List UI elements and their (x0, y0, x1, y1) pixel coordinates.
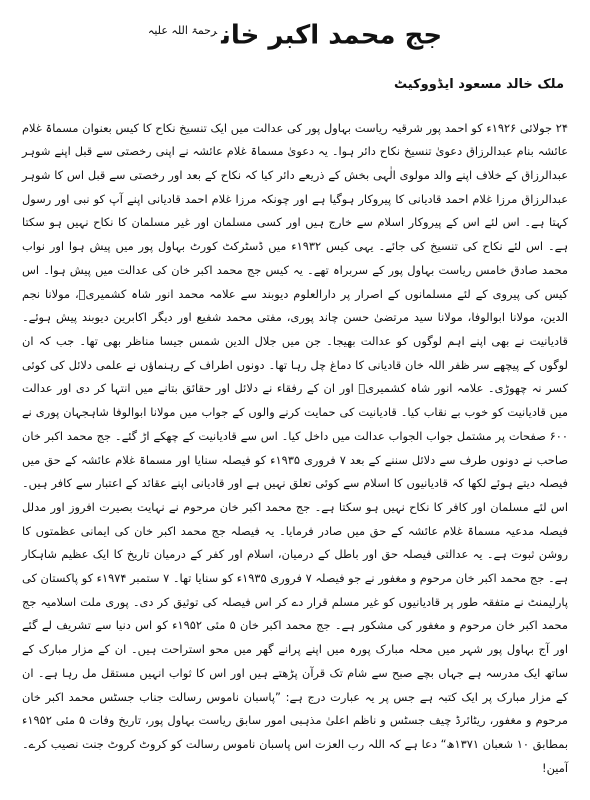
article-body: ۲۴ جولائی ۱۹۲۶ء کو احمد پور شرقیہ ریاست بہاول پور کی عدالت میں ایک تنسیخ نکاح کا کیس بعنوان مسماۃ غلام عائشہ بنام عبدالرزاق دعویٰ تنسیخ نکاح دائر ہوا۔ یہ دعویٰ مسماۃ غلام عائشہ نے اپنی رخصتی سے قبل اپنے شوہر عبدالرزاق کے خلاف اپنے والد مولوی الٰہی بخش کے ذریعے دائر کیا کہ نکاح کے بعد اور رخصتی سے قبل اس کا شوہر عبدالرزاق مرزا غلام احمد قادیانی کا پیروکار ہوگیا ہے اور چونکہ مرزا غلام احمد قادیانی اپنے آپ کو نبی اور رسول کہتا ہے۔ اس لئے اس کے پیروکار اسلام سے خارج ہیں اور کسی مسلمان اور غیر مسلمان کا نکاح نہیں ہو سکتا ہے۔ اس لئے نکاح کی تنسیخ کی جائے۔ یہی کیس ۱۹۳۲ء میں ڈسٹرکٹ کورٹ بہاول پور میں پیش ہوا اور نواب محمد صادق خامس ریاست بہاول پور کے سربراہ تھے۔ یہ کیس جج محمد اکبر خان کی عدالت میں پیش ہوا۔ اس کیس کی پیروی کے لئے مسلمانوں کے اصرار پر دارالعلوم دیوبند سے علامہ محمد انور شاہ کشمیریؒ، مولانا نجم الدین، مولانا ابوالوفا، مولانا سید مرتضیٰ حسن چاند پوری، مفتی محمد شفیع اور دیگر اکابرین دیوبند پیش ہوئے۔ قادیانیت نے بھی اپنے اہم لوگوں کو عدالت بھیجا۔ جن میں جلال الدین شمس جیسا مناظر بھی تھا۔ جب کہ ان لوگوں کے پیچھے سر ظفر اللہ خان قادیانی کا دماغ چل رہا تھا۔ دونوں اطراف کے رہنماؤں نے علمی دلائل کی کوئی کسر نہ چھوڑی۔ علامہ انور شاہ کشمیریؒ اور ان کے رفقاء نے دلائل اور حقائق بتانے میں انتہا کر دی اور عدالت میں قادیانیت کو خوب بے نقاب کیا۔ قادیانیت کی حمایت کرنے والوں کے جواب میں مولانا ابوالوفا شاہجہان پوری نے ۶۰۰ صفحات پر مشتمل جواب الجواب عدالت میں داخل کیا۔ اس سے قادیانیت کے چھکے اڑ گئے۔ جج محمد اکبر خان صاحب نے دونوں طرف سے دلائل سننے کے بعد ۷ فروری ۱۹۳۵ء کو فیصلہ سنایا اور مسماۃ غلام عائشہ کے حق میں فیصلہ دیتے ہوئے لکھا کہ قادیانیوں کا اسلام سے کوئی تعلق نہیں ہے اور قادیانی اپنے عقائد کے اعتبار سے کافر ہیں۔ اس لئے مسلمان اور کافر کا نکاح نہیں ہو سکتا ہے۔ جج محمد اکبر خان مرحوم نے نہایت بصیرت افروز اور مدلل فیصلہ مدعیہ مسماۃ غلام عائشہ کے حق میں صادر فرمایا۔ یہ فیصلہ جج محمد اکبر خان کی ایمانی عظمتوں کا روشن ثبوت ہے۔ یہ عدالتی فیصلہ حق اور باطل کے درمیان، اسلام اور کفر کے درمیان تاریخ کا ایک عظیم شاہکار ہے۔ جج محمد اکبر خان مرحوم و مغفور نے جو فیصلہ ۷ فروری ۱۹۳۵ء کو سنایا تھا۔ ۷ ستمبر ۱۹۷۴ء کو پاکستان کی پارلیمنٹ نے متفقہ طور پر قادیانیوں کو غیر مسلم قرار دے کر اس فیصلہ کی توثیق کر دی۔ پوری ملت اسلامیہ جج محمد اکبر خان مرحوم و مغفور کی مشکور ہے۔ جج محمد اکبر خان ۵ مئی ۱۹۵۲ء کو اس دنیا سے تشریف لے گئے اور آج بہاول پور شہر میں محلہ مبارک پورہ میں اپنے پرانے گھر میں محو استراحت ہیں۔ ان کے مزار مبارک کے ساتھ ایک مدرسہ ہے جہاں بچے صبح سے شام تک قرآن پڑھتے ہیں اور اس کا ثواب انہیں مستقل مل رہا ہے۔ ان کے مزار مبارک پر ایک کتبہ ہے جس پر یہ عبارت درج ہے: ”پاسبان ناموس رسالت جناب جسٹس محمد اکبر خان مرحوم و مغفور، ریٹائرڈ چیف جسٹس و ناظم اعلیٰ مذہبی امور سابق ریاست بہاول پور، تاریخ وفات ۵ مئی ۱۹۵۲ء بمطابق ۱۰ شعبان ۱۳۷۱ھ“ دعا ہے کہ اللہ رب العزت اس پاسبان ناموس رسالت کو کروٹ کروٹ جنت نصیب کرے۔ آمین! (22, 120, 568, 775)
title-honorific: رحمۃ اللہ علیہ (147, 24, 218, 37)
page-title (22, 14, 568, 53)
author-byline: ملک خالد مسعود ایڈووکیٹ (394, 76, 564, 92)
title-text: جج محمد اکبر خان (221, 20, 443, 51)
